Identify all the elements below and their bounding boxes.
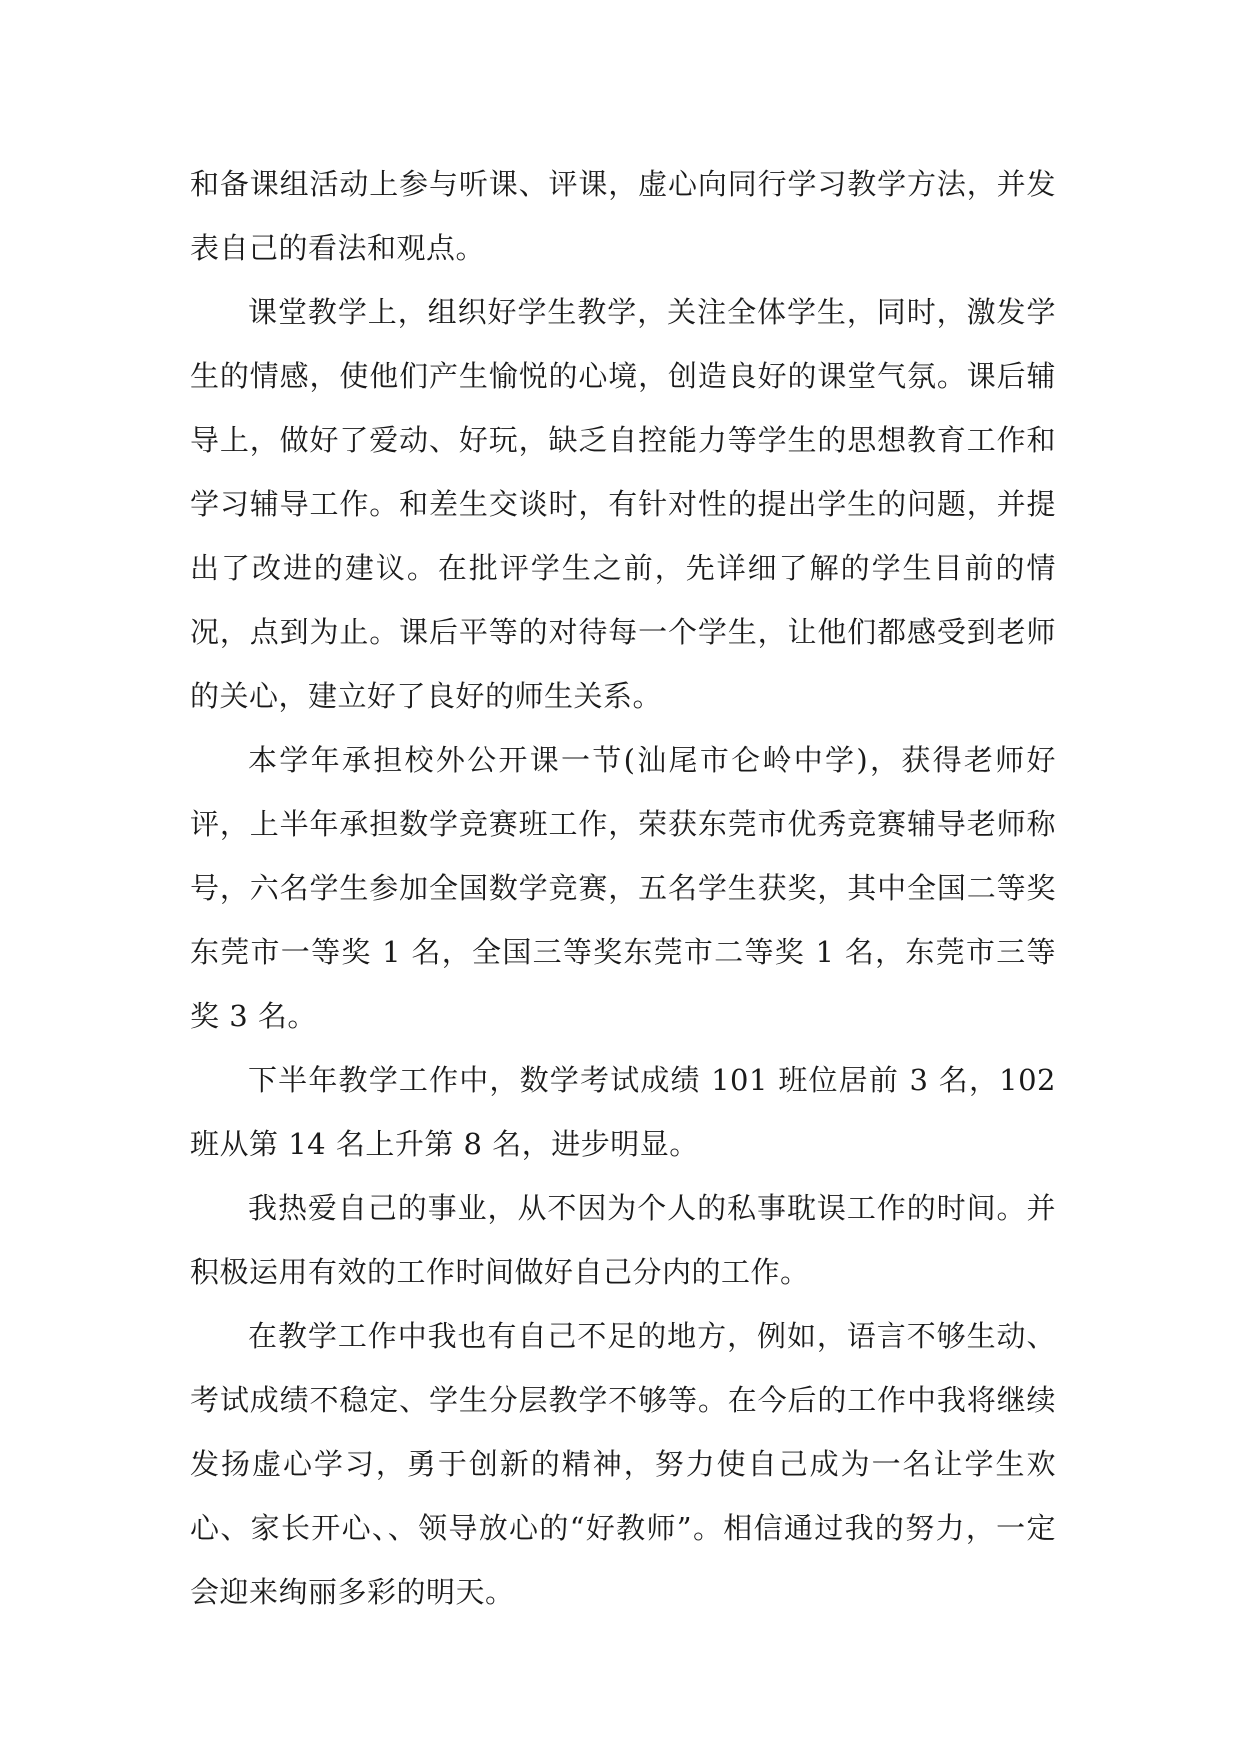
paragraph-3: 本学年承担校外公开课一节(汕尾市仑岭中学)，获得老师好评，上半年承担数学竞赛班工作，荣获东莞市优秀竞赛辅导老师称号，六名学生参加全国数学竞赛，五名学生获奖，其中全国二等奖东莞市一等奖 1 名，全国三等奖东莞市二等奖 1 名，东莞市三等奖 3 名。 (190, 743, 1056, 1033)
paragraph-6: 在教学工作中我也有自己不足的地方，例如，语言不够生动、考试成绩不稳定、学生分层教学不够等。在今后的工作中我将继续发扬虚心学习，勇于创新的精神，努力使自己成为一名让学生欢心、家长开心、、领导放心的“好教师”。相信通过我的努力，一定会迎来绚丽多彩的明天。 (190, 1319, 1056, 1609)
paragraph-2: 课堂教学上，组织好学生教学，关注全体学生，同时，激发学生的情感，使他们产生愉悦的心境，创造良好的课堂气氛。课后辅导上，做好了爱动、好玩，缺乏自控能力等学生的思想教育工作和学习辅导工作。和差生交谈时，有针对性的提出学生的问题，并提出了改进的建议。在批评学生之前，先详细了解的学生目前的情况，点到为止。课后平等的对待每一个学生，让他们都感受到老师的关心，建立好了良好的师生关系。 (190, 295, 1056, 713)
document-page (190, 152, 1056, 1624)
paragraph-1: 和备课组活动上参与听课、评课，虚心向同行学习教学方法，并发表自己的看法和观点。 (190, 167, 1056, 265)
paragraph-5: 我热爱自己的事业，从不因为个人的私事耽误工作的时间。并积极运用有效的工作时间做好自己分内的工作。 (190, 1191, 1056, 1289)
paragraph-4: 下半年教学工作中，数学考试成绩 101 班位居前 3 名，102 班从第 14 名上升第 8 名，进步明显。 (190, 1063, 1056, 1161)
